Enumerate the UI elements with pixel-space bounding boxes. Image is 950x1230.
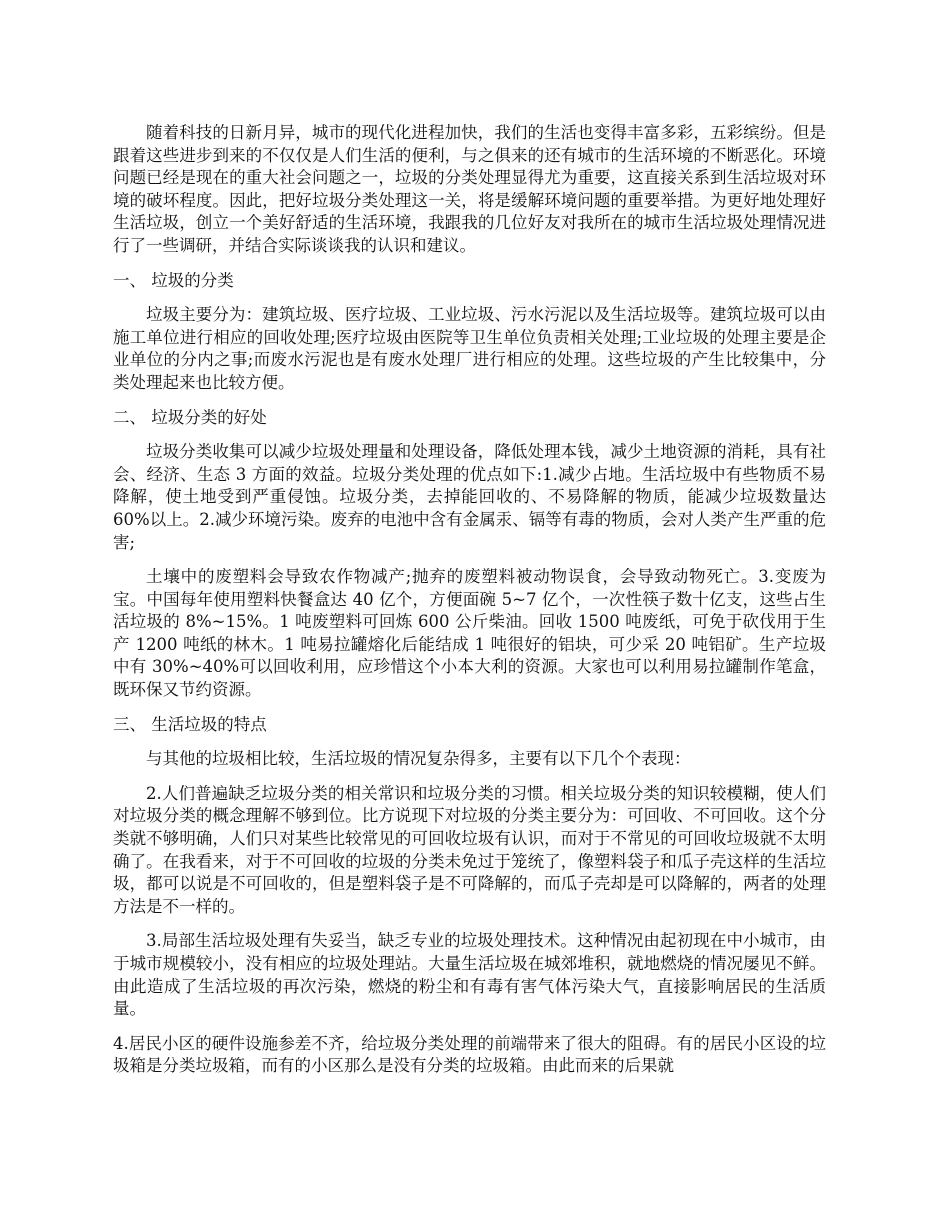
characteristics-point-3: 3.局部生活垃圾处理有失妥当，缺乏专业的垃圾处理技术。这种情况由起初现在中小城市，由于城市规模较小，没有相应的垃圾处理站。大量生活垃圾在城郊堆积，就地燃烧的情况屡见不鲜。由此造成了生活垃圾的再次污染，燃烧的粉尘和有毒有害气体污染大气，直接影响居民的生活质量。 bbox=[113, 931, 826, 1019]
section-heading-benefits: 二、 垃圾分类的好处 bbox=[113, 407, 267, 427]
benefits-paragraph-1: 垃圾分类收集可以减少垃圾处理量和处理设备，降低处理本钱，减少土地资源的消耗，具有社会、经济、生态 3 方面的效益。垃圾分类处理的优点如下:1.减少占地。生活垃圾中有些物质不易降解，使土地受到严重侵蚀。垃圾分类，去掉能回收的、不易降解的物质，能减少垃圾数量达 60%以上。2.减少环境污染。废弃的电池中含有金属汞、镉等有毒的物质，会对人类产生严重的危害; bbox=[113, 442, 826, 552]
characteristics-point-4: 4.居民小区的硬件设施参差不齐，给垃圾分类处理的前端带来了很大的阻碍。有的居民小区设的垃圾箱是分类垃圾箱，而有的小区那么是没有分类的垃圾箱。由此而来的后果就 bbox=[113, 1033, 826, 1076]
document-body bbox=[113, 122, 826, 1090]
section-heading-classification: 一、 垃圾的分类 bbox=[113, 270, 234, 290]
benefits-paragraph-2: 土壤中的废塑料会导致农作物减产;抛弃的废塑料被动物误食，会导致动物死亡。3.变废为宝。中国每年使用塑料快餐盒达 40 亿个，方便面碗 5~7 亿个，一次性筷子数十亿支，这些占生活垃圾的 8%~15%。1 吨废塑料可回炼 600 公斤柴油。回收 1500 吨废纸，可免于砍伐用于生产 1200 吨纸的林木。1 吨易拉罐熔化后能结成 1 吨很好的铝块，可少采 20 吨铝矿。生产垃圾中有 30%~40%可以回收利用，应珍惜这个小本大利的资源。大家也可以利用易拉罐制作笔盒，既环保又节约资源。 bbox=[113, 567, 826, 700]
characteristics-intro-paragraph: 与其他的垃圾相比较，生活垃圾的情况复杂得多，主要有以下几个个表现： bbox=[146, 749, 691, 769]
characteristics-point-2: 2.人们普遍缺乏垃圾分类的相关常识和垃圾分类的习惯。相关垃圾分类的知识较模糊，使人们对垃圾分类的概念理解不够到位。比方说现下对垃圾的分类主要分为：可回收、不可回收。这个分类就不够明确，人们只对某些比较常见的可回收垃圾有认识，而对于不常见的可回收垃圾就不太明确了。在我看来，对于不可回收的垃圾的分类未免过于笼统了，像塑料袋子和瓜子壳这样的生活垃圾，都可以说是不可回收的，但是塑料袋子是不可降解的，而瓜子壳却是可以降解的，两者的处理方法是不一样的。 bbox=[113, 783, 826, 916]
section-heading-characteristics: 三、 生活垃圾的特点 bbox=[113, 714, 267, 734]
intro-paragraph: 随着科技的日新月异，城市的现代化进程加快，我们的生活也变得丰富多彩，五彩缤纷。但是跟着这些进步到来的不仅仅是人们生活的便利，与之俱来的还有城市的生活环境的不断恶化。环境问题已经是现在的重大社会问题之一，垃圾的分类处理显得尤为重要，这直接关系到生活垃圾对环境的破坏程度。因此，把好垃圾分类处理这一关，将是缓解环境问题的重要举措。为更好地处理好生活垃圾，创立一个美好舒适的生活环境，我跟我的几位好友对我所在的城市生活垃圾处理情况进行了一些调研，并结合实际谈谈我的认识和建议。 bbox=[113, 123, 826, 255]
classification-paragraph: 垃圾主要分为：建筑垃圾、医疗垃圾、工业垃圾、污水污泥以及生活垃圾等。建筑垃圾可以由施工单位进行相应的回收处理;医疗垃圾由医院等卫生单位负责相关处理;工业垃圾的处理主要是企业单位的分内之事;而废水污泥也是有废水处理厂进行相应的处理。这些垃圾的产生比较集中，分类处理起来也比较方便。 bbox=[113, 305, 826, 392]
